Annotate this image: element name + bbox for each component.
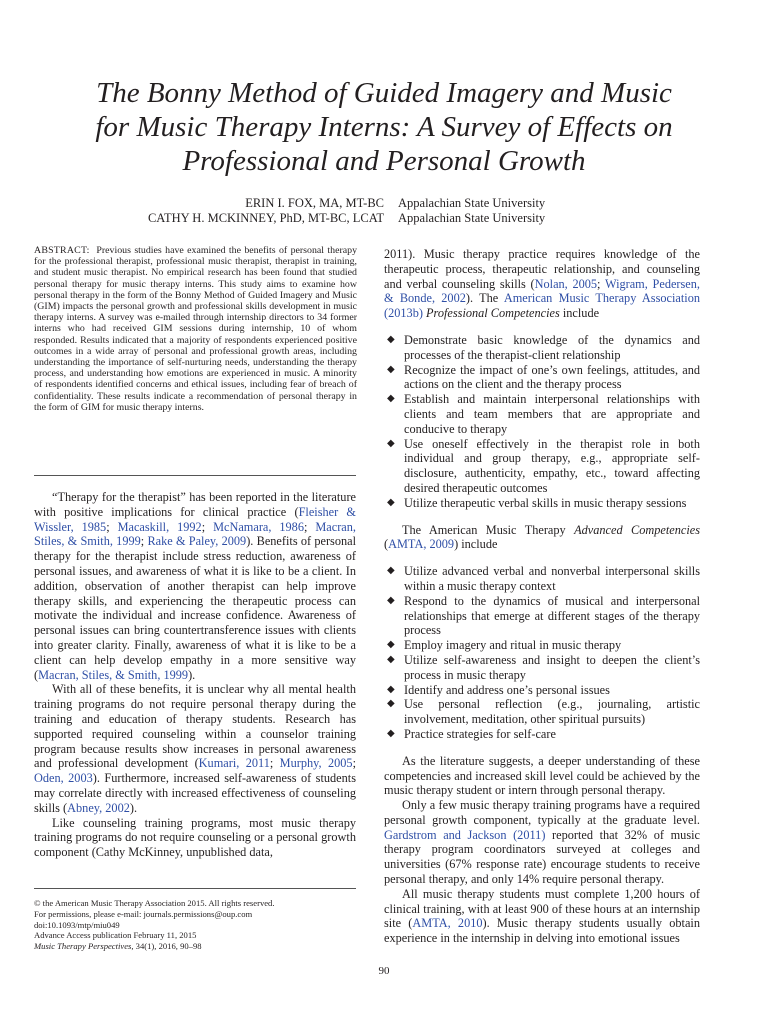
abstract-label: ABSTRACT: [34,245,90,256]
citation-link[interactable]: Abney, 2002 [67,800,130,815]
author-affiliation: Appalachian State University [398,196,546,210]
citation-link[interactable]: Macran, Stiles, & Smith, 1999 [38,667,189,682]
list-item: ◆ Establish and maintain interpersonal relationships with clients and team members that are appropriate and conducive to therapy [387,392,700,436]
footnotes [34,898,356,952]
citation-link[interactable]: Kumari, 2011 [198,756,270,771]
page-number: 90 [378,965,390,977]
citation-link[interactable]: McNamara, 1986 [213,519,304,534]
citation-link[interactable]: Gardstrom and Jackson (2011) [384,827,546,842]
publication-date-line: Advance Access publication February 11, 2015 [34,930,197,941]
paragraph: 2011). Music therapy practice requires knowledge of the therapeutic process, therapeutic relationship, and counseling and verbal counseling skills (Nolan, 2005; Wigram, Pedersen, & Bonde, 2002). The American Music Therapy Association (2013b) Professional Competencies include [384,247,700,321]
paragraph: Like counseling training programs, most music therapy training programs do not require counseling or a personal growth component (Cathy McKinney, unpublished data, [34,815,356,860]
diamond-icon: ◆ [387,565,395,577]
journal-name: Music Therapy Perspectives [34,941,132,952]
diamond-icon: ◆ [387,333,395,345]
paragraph: All music therapy students must complete 1,200 hours of clinical training, with at least 900 of these hours at an internship site (AMTA, 2010). Music therapy students usually obtain experience in the internship in delving into emotional issues [384,886,700,946]
citation-link[interactable]: Rake & Paley, 2009 [147,534,247,549]
paragraph: As the literature suggests, a deeper understanding of these competencies and increased skill level could be achieved by the music therapy student or intern through personal therapy. [384,753,700,798]
list-item: ◆ Respond to the dynamics of musical and interpersonal relationships that emerge at different stages of the therapy process [387,593,700,638]
diamond-icon: ◆ [387,653,395,665]
diamond-icon: ◆ [387,363,395,375]
diamond-icon: ◆ [387,639,395,651]
abstract [34,245,357,413]
permissions-line: For permissions, please e-mail: journals.permissions@oup.com [34,908,253,919]
diamond-icon: ◆ [387,727,395,739]
paragraph: “Therapy for the therapist” has been reported in the literature with positive implications for clinical practice (Fleisher & Wissler, 1985; Macaskill, 1992; McNamara, 1986; Macran, Stiles, & Smith, 1999; Rake & Paley, 2009). Benefits of personal therapy for the therapist include stress reduction, awareness of personal issues, and awareness of what it is like to be a client. In addition, observation of another therapist can help improve therapy skills, and experiencing the therapeutic process can motivate the individual and increase confidence. Awareness of personal issues can bring countertransference issues with clients into greater clarity. Finally, awareness of what it is like to be a client can help develop empathy in a more sensitive way (Macran, Stiles, & Smith, 1999). [34,490,356,682]
title-line-1: The Bonny Method of Guided Imagery and Music [96,77,672,109]
author-affiliation: Appalachian State University [398,211,546,225]
citation-link[interactable]: Macran, Stiles, & Smith, 1999 [34,519,356,549]
title-line-3: Professional and Personal Growth [182,145,586,177]
advanced-competencies-list [384,564,700,742]
article-title [40,76,728,178]
list-item: ◆ Utilize advanced verbal and nonverbal interpersonal skills within a music therapy context [387,564,700,593]
list-item: ◆ Demonstrate basic knowledge of the dynamics and processes of the therapist-client relationship [387,332,700,362]
citation-link[interactable]: AMTA, 2009 [388,537,455,552]
list-item: ◆ Use oneself effectively in the therapist role in both individual and group therapy, e.g., appropriate self-disclosure, authenticity, empathy, etc., toward affecting desired therapeutic outcomes [387,436,700,495]
paragraph: Only a few music therapy training programs have a required personal growth component, typically at the graduate level. Gardstrom and Jackson (2011) reported that 32% of music therapy program coordinators surveyed at colleges and universities (67% response rate) encourage students to receive personal therapy, and only 14% require personal therapy. [384,798,700,887]
list-item: ◆ Use personal reflection (e.g., journaling, artistic involvement, meditation, other spiritual pursuits) [387,697,700,727]
list-item: ◆ Recognize the impact of one’s own feelings, attitudes, and actions on the client and the therapy process [387,362,700,392]
citation-link[interactable]: Oden, 2003 [34,771,93,786]
citation-link[interactable]: Macaskill, 1992 [117,519,202,534]
right-column [384,247,700,946]
citation-link[interactable]: Fleisher & Wissler, 1985 [34,504,356,534]
list-item: ◆ Identify and address one’s personal issues [387,682,610,697]
journal-citation-line: Music Therapy Perspectives, 34(1), 2016, 90–98 [34,941,202,952]
diamond-icon: ◆ [387,698,395,710]
author-names [100,196,384,226]
author-name: CATHY H. MCKINNEY, PhD, MT-BC, LCAT [147,211,384,225]
author-affiliations [398,196,658,226]
list-item: ◆ Utilize therapeutic verbal skills in music therapy sessions [387,495,687,510]
abstract-divider [34,475,356,476]
list-item: ◆ Practice strategies for self-care [387,726,556,741]
author-name: ERIN I. FOX, MA, MT-BC [245,196,384,210]
citation-link[interactable]: Murphy, 2005 [279,756,353,771]
diamond-icon: ◆ [387,683,395,695]
citation-link[interactable]: Wigram, Pedersen, & Bonde, 2002 [384,276,700,306]
doi-line: doi:10.1093/mtp/miu049 [34,919,120,930]
diamond-icon: ◆ [387,594,395,606]
diamond-icon: ◆ [387,393,395,405]
title-line-2: for Music Therapy Interns: A Survey of Effects on [95,111,673,143]
copyright-line: © the American Music Therapy Association 2015. All rights reserved. [34,898,275,908]
abstract-text: Previous studies have examined the benefits of personal therapy for the professional therapist, professional music therapist, therapist in training, and student music therapist. No empirical research has been found that studied personal therapy for music therapy interns. This study aims to examine how personal therapy in the form of the Bonny Method of Guided Imagery and Music (GIM) impacts the personal growth and professional skills development in music therapy interns. A survey was e-mailed through internship directors to 34 former interns who had received GIM sessions during internship, 10 of whom responded. Results indicated that a majority of respondents experienced positive outcomes in a wide array of personal and professional growth areas, including understanding the importance of self-nurturing needs, understanding the therapy process, and understanding how emotions are experienced in music. A minority of respondents identified concerns and ethical issues, including fear of breach of confidentiality. These results indicate a recommendation of personal therapy in the form of GIM for music therapy interns. [34,245,358,413]
paragraph: With all of these benefits, it is unclear why all mental health training programs do not require personal therapy during the training and education of therapy students. Research has supported required counseling within a counselor training program because results show increases in personal awareness and professional development (Kumari, 2011; Murphy, 2005; Oden, 2003). Furthermore, increased self-awareness of students may correlate directly with increased effectiveness of counseling skills (Abney, 2002). [34,682,356,815]
citation-link[interactable]: Nolan, 2005 [534,276,598,291]
left-column [34,490,356,860]
paragraph: The American Music Therapy Advanced Competencies (AMTA, 2009) include [384,522,701,552]
list-item: ◆ Employ imagery and ritual in music therapy [387,638,622,653]
citation-link[interactable]: AMTA, 2010 [412,916,483,931]
citation-link[interactable]: American Music Therapy Association (2013b) [384,291,700,321]
list-item: ◆ Utilize self-awareness and insight to deepen the client’s process in music therapy [387,652,700,682]
diamond-icon: ◆ [387,437,395,449]
diamond-icon: ◆ [387,496,395,508]
professional-competencies-list [384,333,700,511]
footnote-divider [34,888,356,889]
